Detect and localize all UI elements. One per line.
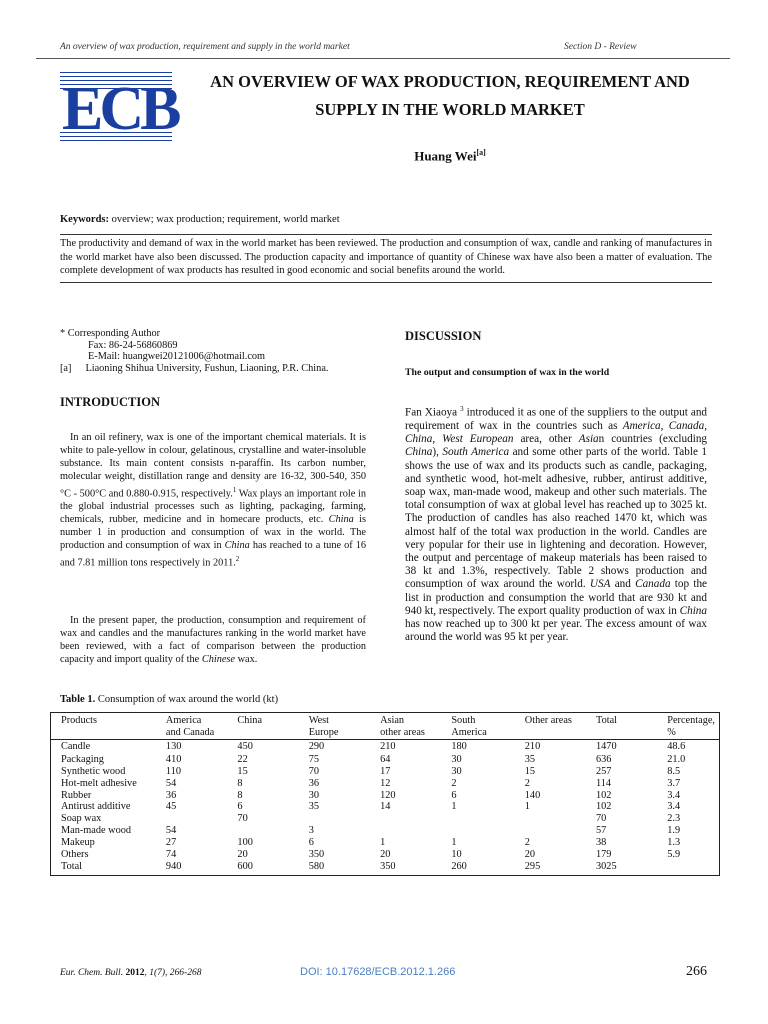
intro-text: has reached to a tune of 16 and 7.81 million tons respectively in 2011. [60, 539, 366, 568]
table1-row [51, 754, 720, 766]
table1-value-cell [441, 813, 514, 825]
paper-title-line2: SUPPLY IN THE WORLD MARKET [315, 100, 585, 119]
table1-value-cell: 600 [237, 860, 253, 872]
introduction-heading: INTRODUCTION [60, 395, 161, 409]
table1-value-cell: 38 [596, 837, 607, 849]
discussion-subheading: The output and consumption of wax in the world [405, 367, 610, 378]
table1-product-cell: Makeup [61, 837, 95, 849]
table1-value-cell: 10 [451, 849, 462, 861]
author-name: Huang Wei [414, 148, 477, 164]
table1-value-cell: 30 [308, 789, 319, 801]
intro-text: is number 1 in production and consumption of wax in the world. The production and consumption of wax in [60, 513, 366, 551]
table1-value-cell: 450 [237, 740, 253, 752]
discussion-paragraph [405, 403, 707, 644]
footer-doi-link[interactable]: DOI: 10.17628/ECB.2012.1.266 [300, 966, 456, 978]
table1-value-cell: 70 [308, 765, 319, 777]
table1-row [51, 739, 720, 754]
table1-row [51, 813, 720, 825]
intro-text: Wax plays an important role in the global industrial processes such as lighting, packaging, farming, chemicals, rubber, medicine and in homecare products, etc. [60, 488, 366, 525]
table1-value-cell: 35 [308, 801, 319, 813]
table1-product-cell: Soap wax [61, 813, 102, 825]
table1-col-china: China [227, 713, 298, 740]
corr-affil: Liaoning Shihua University, Fushun, Liaoning, P.R. China. [85, 362, 329, 374]
disc-italic: West European [442, 433, 514, 446]
table1-value-cell: 27 [165, 837, 177, 849]
table1-value-cell [515, 825, 586, 837]
table1-product-cell: Synthetic wood [61, 765, 126, 777]
disc-text: Fan Xiaoya [405, 406, 461, 419]
table1-value-cell: 940 [165, 860, 182, 872]
table1-value-cell: 8.5 [667, 765, 681, 777]
table1-product-cell: Total [61, 860, 83, 872]
table1-value-cell: 140 [524, 789, 541, 801]
abstract: The productivity and demand of wax in the world market has been reviewed. The production and consumption of wax, candle and ranking of manufactures in the world market have also been discussed. The production capacity and importance of quantity of Chinese wax have also been a matter of evaluation. The complete development of wax products has resulted in good economic and social benefits around the world. [60, 234, 712, 283]
table1-value-cell: 102 [596, 801, 612, 813]
intro-text: In the present paper, the production, consumption and requirement of wax and candles and the manufactures ranking in the world market have been reviewed, with a fact of comparison between the production capacity and import quality of the [60, 615, 366, 665]
table1-value-cell [657, 861, 719, 875]
table1-col-asian: Asian other areas [370, 713, 441, 740]
table1-value-cell: 45 [165, 801, 177, 813]
disc-italic: Asia [578, 433, 599, 446]
disc-italic: South America [442, 446, 510, 459]
table1-value-cell: 580 [308, 860, 325, 872]
table1-value-cell: 295 [524, 860, 541, 872]
disc-text: , [432, 433, 443, 446]
table1-value-cell: 36 [165, 789, 177, 801]
table1-value-cell: 36 [308, 777, 319, 789]
journal-logo [60, 72, 178, 152]
introduction-paragraph-1 [60, 432, 366, 570]
disc-text: and [610, 578, 636, 591]
table1-value-cell [515, 813, 586, 825]
table1-value-cell: 350 [308, 849, 325, 861]
table1-row [51, 801, 720, 813]
intro-text: In an oil refinery, wax is one of the important chemical materials. It is white to pale-yellow in colour, gelatinous, crystalline and water-insoluble substance. Its main content consists n-paraffin. Its carbon number, molecular weight, distillation range and density are 16-32, 300-540, 350 °C - 500°C and 0.880-0.915, respectively. [60, 432, 366, 500]
table1-value-cell: 130 [165, 740, 182, 752]
table1-value-cell: 2 [524, 837, 530, 849]
disc-text: n countries (excluding [598, 433, 708, 446]
table1-value-cell: 54 [165, 777, 177, 789]
table1-value-cell: 54 [165, 825, 177, 837]
table1-value-cell: 2.3 [667, 813, 681, 825]
table1-value-cell: 290 [308, 740, 325, 752]
table1-value-cell: 2 [524, 777, 530, 789]
table1-value-cell: 1.3 [667, 837, 681, 849]
table1-col-west-europe: West Europe [299, 713, 370, 740]
table1-value-cell: 636 [596, 753, 612, 765]
table1-value-cell: 100 [237, 837, 253, 849]
table1-value-cell: 1 [451, 837, 457, 849]
disc-text: and some other parts of the world. Table 1 shows the use of wax and its products such as candle, packaging, and synthetic wood, hot-melt adhesive, rubber, antirust additive, soap wax, man-made wood, makeup and other such materials. The total consumption of wax at global level has reached up to 3025 kt. The production of candles has also reached 1470 kt, which was almost half of the total wax production in the world. Candles are very popular for their use in lightening and decoration. However, the output and percentage of makeup materials has been raised to 38 kt and 1.3%, respectively. Table 2 shows production and consumption of wax around the world. [405, 446, 708, 591]
disc-italic: Canada [668, 419, 705, 432]
keywords-text: overview; wax production; requirement, world market [109, 214, 340, 225]
table1-value-cell: 30 [451, 753, 462, 765]
table1-value-cell: 48.6 [667, 740, 686, 752]
table1-value-cell: 1 [380, 837, 386, 849]
table1-value-cell: 8 [237, 777, 243, 789]
table1-caption [60, 694, 278, 705]
logo-text: ECB [62, 75, 178, 143]
table1-caption-label: Table 1. [60, 694, 96, 705]
table1-row [51, 837, 720, 849]
corresponding-author [60, 328, 380, 374]
disc-text: , [660, 419, 669, 432]
table1-value-cell: 21.0 [667, 753, 686, 765]
table1-value-cell: 20 [237, 849, 248, 861]
paper-title-line1: AN OVERVIEW OF WAX PRODUCTION, REQUIREMENT AND [210, 72, 690, 91]
table1-value-cell: 14 [380, 801, 391, 813]
header-rule [36, 58, 730, 59]
table1-value-cell: 8 [237, 789, 243, 801]
table1-row [51, 778, 720, 790]
corr-fax: Fax: 86-24-56860869 [88, 339, 178, 351]
table1-value-cell: 3.4 [667, 801, 681, 813]
table1-row [51, 825, 720, 837]
table1-value-cell: 257 [596, 765, 612, 777]
author-affil-mark: [a] [476, 148, 486, 157]
table1-product-cell: Hot-melt adhesive [61, 777, 137, 789]
table1-col-products: Products [51, 713, 156, 740]
table1-value-cell: 1.9 [667, 825, 681, 837]
ref-3: 3 [460, 405, 464, 413]
table1-col-total: Total [586, 713, 657, 740]
corr-line: * Corresponding Author [60, 328, 161, 339]
table1-value-cell: 114 [596, 777, 612, 789]
disc-italic: China [679, 604, 707, 617]
table1-value-cell [227, 825, 298, 837]
table1-value-cell: 180 [451, 740, 467, 752]
table1-value-cell: 6 [308, 837, 314, 849]
table1-value-cell: 179 [596, 849, 612, 861]
table1-product-cell: Rubber [61, 789, 92, 801]
running-section: Section D - Review [564, 42, 637, 52]
table1-col-america: America and Canada [156, 713, 228, 740]
disc-text: ), [432, 446, 443, 459]
ref-2: 2 [235, 554, 240, 563]
table1-value-cell: 6 [237, 801, 243, 813]
table1-value-cell: 120 [380, 789, 396, 801]
table1-value-cell: 57 [596, 825, 607, 837]
table1-value-cell: 75 [308, 753, 319, 765]
table1-value-cell: 74 [165, 849, 177, 861]
table1-col-other-areas: Other areas [515, 713, 586, 740]
keywords [60, 214, 740, 225]
table1-value-cell: 102 [596, 789, 612, 801]
disc-text: , [704, 419, 708, 432]
table1-value-cell: 35 [524, 753, 536, 765]
table1 [50, 712, 720, 876]
corr-affil-mark: [a] [60, 362, 72, 374]
table1-product-cell: Man-made wood [61, 825, 132, 837]
table1-value-cell: 1470 [596, 740, 617, 752]
table1-row [51, 766, 720, 778]
table1-header-row [51, 713, 720, 740]
table1-value-cell: 410 [165, 753, 182, 765]
table1-value-cell: 15 [524, 765, 536, 777]
table1-value-cell: 15 [237, 765, 248, 777]
table1-value-cell: 70 [596, 813, 607, 825]
table1-value-cell: 210 [524, 740, 541, 752]
intro-italic: Chinese [201, 653, 236, 665]
table1-product-cell: Others [61, 849, 89, 861]
table1-row [51, 861, 720, 875]
table1-row [51, 790, 720, 802]
footer-journal: Eur. Chem. Bull. [60, 968, 124, 978]
ref-1: 1 [232, 485, 237, 494]
corr-email: E-Mail: huangwei20121006@hotmail.com [88, 351, 266, 362]
table1-value-cell: 3.7 [667, 777, 681, 789]
table1-value-cell: 3025 [596, 860, 617, 872]
table1-value-cell: 64 [380, 753, 391, 765]
table1-value-cell [370, 825, 441, 837]
disc-text: area, other [513, 433, 579, 446]
table1-value-cell: 3 [308, 825, 314, 837]
discussion-heading: DISCUSSION [405, 329, 482, 343]
table1-value-cell [156, 813, 228, 825]
table1-row [51, 849, 720, 861]
table1-product-cell: Antirust additive [61, 801, 131, 813]
footer-volume: , 1(7), 266-268 [144, 968, 202, 978]
table1-value-cell: 350 [380, 860, 396, 872]
table1-col-south-america: South America [441, 713, 514, 740]
table1-value-cell: 110 [165, 765, 181, 777]
table1-value-cell: 210 [380, 740, 396, 752]
table1-value-cell: 17 [380, 765, 391, 777]
intro-text: wax. [235, 653, 258, 665]
table1-value-cell: 6 [451, 789, 457, 801]
table1-caption-text: Consumption of wax around the world (kt) [95, 694, 279, 705]
intro-italic: China [328, 513, 354, 525]
running-title: An overview of wax production, requirement and supply in the world market [60, 42, 350, 52]
disc-italic: China [405, 446, 433, 459]
footer-page-number: 266 [686, 964, 707, 979]
disc-italic: USA [589, 578, 611, 591]
table1-value-cell: 1 [524, 801, 530, 813]
author [170, 148, 730, 164]
table1-value-cell [299, 813, 370, 825]
intro-italic: China [224, 539, 250, 551]
disc-text: has now reached up to 300 kt per year. The excess amount of wax around the world was 95 kt per year. [405, 617, 707, 644]
table1-value-cell: 20 [524, 849, 536, 861]
table1-value-cell: 70 [237, 813, 248, 825]
table1-value-cell: 3.4 [667, 789, 681, 801]
disc-text: top the list in production and consumption the world that are 930 kt and 940 kt, respectively. The export quality production of wax in [405, 578, 708, 617]
disc-text: introduced it as one of the suppliers to the output and requirement of wax in the countries such as [405, 406, 708, 432]
table1-value-cell: 30 [451, 765, 462, 777]
table1-col-percentage: Percentage, % [657, 713, 719, 740]
introduction-paragraph-2 [60, 615, 366, 667]
disc-italic: China [405, 433, 433, 446]
table1-product-cell: Candle [61, 740, 91, 752]
table1-value-cell [441, 825, 514, 837]
table1-value-cell: 22 [237, 753, 248, 765]
table1-value-cell: 5.9 [667, 849, 681, 861]
footer-citation [60, 968, 201, 978]
table1-value-cell: 260 [451, 860, 467, 872]
table1-value-cell: 2 [451, 777, 457, 789]
table1-value-cell: 12 [380, 777, 391, 789]
footer-year: 2012 [123, 968, 145, 978]
table1-value-cell: 1 [451, 801, 457, 813]
table1-value-cell [370, 813, 441, 825]
keywords-label: Keywords: [60, 214, 109, 225]
disc-italic: America [622, 419, 661, 432]
table1-value-cell: 20 [380, 849, 391, 861]
disc-italic: Canada [635, 578, 671, 591]
table1-product-cell: Packaging [61, 753, 104, 765]
